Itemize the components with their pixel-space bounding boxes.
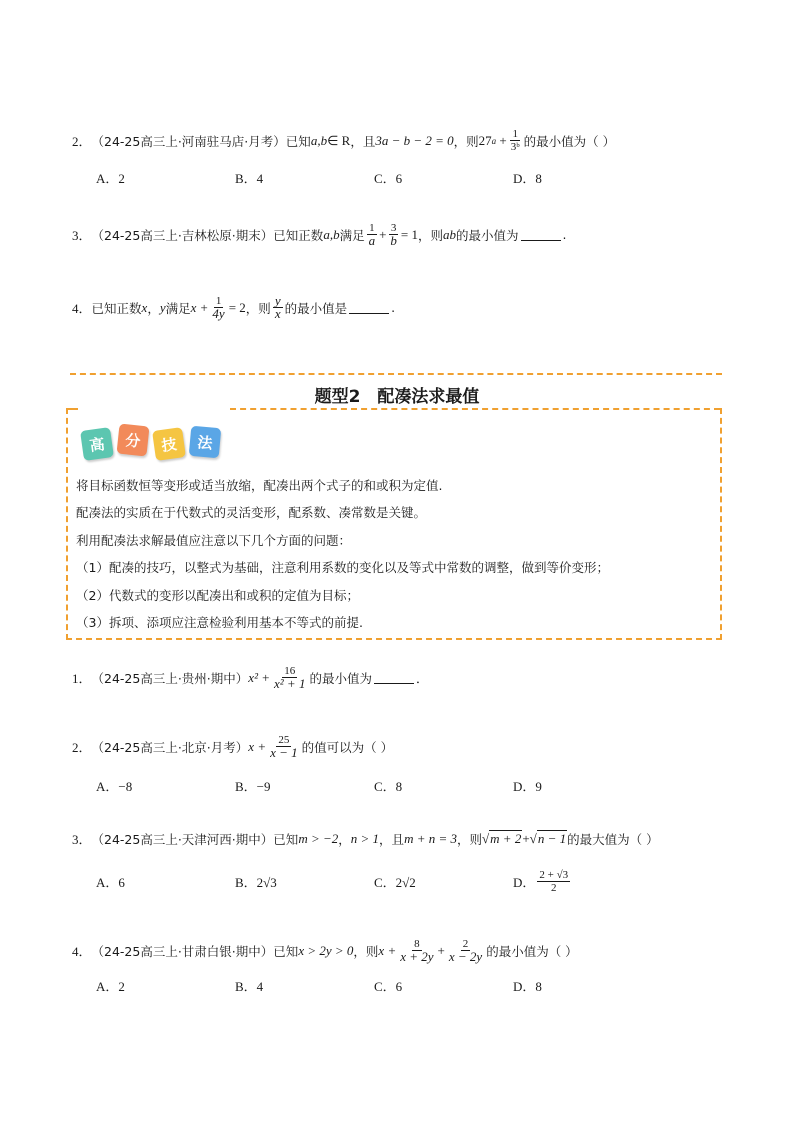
answer-blank[interactable] bbox=[521, 228, 561, 241]
math-fraction: $\frac{1}{4y}$ bbox=[212, 295, 225, 321]
math-condition: x > 2y > 0 bbox=[298, 942, 354, 958]
options-row bbox=[96, 976, 652, 995]
question-text: 的最小值是 bbox=[284, 300, 348, 316]
options-row bbox=[96, 168, 652, 187]
question-4-b bbox=[72, 938, 578, 963]
question-text: 已知 bbox=[285, 133, 311, 149]
tip-line: （2）代数式的变形以配凑出和或积的定值为目标； bbox=[76, 588, 359, 603]
question-text: 已知正数 bbox=[91, 300, 142, 316]
tip-line: 将目标函数恒等变形或适当放缩，配凑出两个式子的和或积为定值. bbox=[76, 478, 443, 493]
math-condition: m > −2 bbox=[298, 830, 339, 846]
question-text: 满足 bbox=[339, 227, 365, 243]
answer-blank[interactable] bbox=[349, 301, 389, 314]
math-fraction: $\frac{y}{x}$ bbox=[274, 293, 281, 321]
option-d[interactable]: D．9 bbox=[513, 779, 542, 794]
option-b[interactable]: B．4 bbox=[235, 171, 264, 186]
badge-char: 高 bbox=[80, 427, 114, 461]
math-plus: + bbox=[437, 942, 445, 958]
question-1-b bbox=[72, 665, 428, 690]
question-number: 2． bbox=[72, 740, 92, 755]
question-text: 的值可以为（ ） bbox=[301, 739, 394, 755]
math-plus: + bbox=[522, 830, 530, 846]
section-title: 题型2 配凑法求最值 bbox=[314, 387, 480, 407]
math-fraction: $\frac{25}{x - 1}$ bbox=[270, 734, 298, 760]
math-fraction: $\frac{8}{x + 2y}$ bbox=[400, 938, 434, 964]
question-text: 的最小值为 bbox=[309, 670, 372, 686]
question-source: （24-25高三上·贵州·期中） bbox=[91, 670, 249, 686]
question-source: （24-25高三上·河南驻马店·月考） bbox=[91, 133, 286, 149]
period: ． bbox=[415, 670, 429, 686]
option-d[interactable]: D．8 bbox=[513, 979, 542, 994]
math-condition: m + n = 3 bbox=[404, 830, 457, 846]
math-fraction: $\frac{1}{\text{3ᵇ}}$ bbox=[510, 128, 520, 153]
question-text: ，则 bbox=[453, 133, 479, 149]
math-lhs: x + bbox=[248, 738, 267, 754]
question-source: （24-25高三上·甘肃白银·期中） bbox=[91, 943, 274, 959]
question-text: 满足 bbox=[165, 300, 191, 316]
section-divider bbox=[70, 373, 722, 375]
question-text: 的最小值为（ ） bbox=[523, 133, 616, 149]
option-b[interactable]: B．4 bbox=[235, 979, 264, 994]
option-label: D． bbox=[513, 875, 536, 890]
math-exponent: a bbox=[491, 135, 497, 146]
math-fraction: $\frac{1}{a}$ bbox=[368, 222, 376, 248]
option-b[interactable]: B．−9 bbox=[235, 779, 271, 794]
answer-blank[interactable] bbox=[374, 671, 414, 684]
option-a[interactable]: A．2 bbox=[96, 171, 125, 186]
question-text: ，且 bbox=[379, 831, 405, 847]
question-2-a: 2． （24-25高三上·河南驻马店·月考） 已知 a,b ∈ R ，且 3a − b − 2 = 0 ，则 27 a + $\frac{1}{\text{3ᵇ}}$ 的最小值为（ ） bbox=[72, 128, 616, 153]
math-condition: n > 1 bbox=[350, 830, 380, 846]
option-a[interactable]: A．2 bbox=[96, 979, 125, 994]
tips-box-top-left bbox=[66, 408, 78, 410]
math-sqrt: √m + 2 bbox=[482, 831, 522, 846]
question-text: 的最小值为 bbox=[456, 227, 519, 243]
comma: ， bbox=[147, 300, 160, 316]
tip-line: （3）拆项、添项应注意检验利用基本不等式的前提. bbox=[76, 615, 363, 630]
option-d[interactable]: D．8 bbox=[513, 171, 542, 186]
question-text: ，则 bbox=[245, 300, 271, 316]
options-row bbox=[96, 776, 652, 795]
math-fraction: $\frac{2 + √3}{2}$ bbox=[539, 869, 569, 894]
question-number: 3． bbox=[72, 228, 92, 243]
period: . bbox=[391, 300, 396, 315]
math-var: y bbox=[159, 299, 166, 315]
tip-line: （1）配凑的技巧，以整式为基础，注意利用系数的变化以及等式中常数的调整，做到等价变形； bbox=[76, 560, 609, 575]
math-sqrt: √n − 1 bbox=[529, 831, 567, 846]
math-var: x bbox=[141, 299, 148, 315]
question-number: 3． bbox=[72, 832, 92, 847]
options-row bbox=[96, 869, 652, 894]
question-source: （24-25高三上·吉林松原·期末） bbox=[91, 227, 274, 243]
question-2-b bbox=[72, 734, 393, 759]
badge-char: 分 bbox=[117, 424, 150, 457]
question-text: 已知 bbox=[273, 943, 299, 959]
math-fraction: $\frac{16}{\text{x² + 1}}$ bbox=[274, 665, 306, 691]
question-text: 已知 bbox=[273, 831, 299, 847]
comma: ， bbox=[338, 831, 351, 847]
question-3-b bbox=[72, 829, 659, 848]
option-c[interactable]: C．6 bbox=[374, 171, 403, 186]
question-4-a bbox=[72, 295, 395, 320]
option-a[interactable]: A．6 bbox=[96, 875, 125, 890]
question-number: 4． bbox=[72, 944, 92, 959]
question-source: （24-25高三上·天津河西·期中） bbox=[91, 831, 274, 847]
math-lhs: x + bbox=[190, 299, 209, 315]
math-fraction: $\frac{2}{x - 2y}$ bbox=[448, 938, 483, 964]
math-fraction: $\frac{3}{b}$ bbox=[390, 222, 397, 248]
option-c[interactable]: C．6 bbox=[374, 979, 403, 994]
math-vars: a,b bbox=[323, 226, 340, 242]
badge-char: 技 bbox=[152, 427, 186, 461]
math-set: ∈ R bbox=[327, 132, 351, 148]
math-rhs: = 1 bbox=[400, 226, 419, 242]
option-b[interactable]: B．2√3 bbox=[235, 875, 277, 890]
option-d[interactable] bbox=[513, 869, 652, 894]
option-c[interactable]: C．2√2 bbox=[374, 875, 416, 890]
question-number: 4． bbox=[72, 301, 92, 316]
math-equation: 3a − b − 2 = 0 bbox=[375, 132, 454, 148]
tip-line: 利用配凑法求解最值应注意以下几个方面的问题： bbox=[76, 533, 352, 548]
question-3-a: 3． （24-25高三上·吉林松原·期末） 已知正数 a,b 满足 $\frac{1}{a}$ + $\frac{3}{b}$ = 1 ，则 ab 的最小值为 . bbox=[72, 222, 567, 248]
math-lhs: x + bbox=[378, 942, 397, 958]
question-text: ，且 bbox=[350, 133, 376, 149]
math-vars: a,b bbox=[310, 132, 328, 148]
option-c[interactable]: C．8 bbox=[374, 779, 403, 794]
tips-badge bbox=[80, 423, 230, 463]
tips-box-top-right bbox=[230, 408, 720, 410]
question-text: 的最小值为（ ） bbox=[486, 943, 578, 959]
question-text: ，则 bbox=[418, 227, 444, 243]
tip-line: 配凑法的实质在于代数式的灵活变形，配系数、凑常数是关键。 bbox=[76, 505, 427, 520]
badge-char: 法 bbox=[189, 426, 222, 459]
period: . bbox=[562, 227, 567, 242]
option-a[interactable]: A．−8 bbox=[96, 779, 133, 794]
question-text: 的最大值为（ ） bbox=[567, 831, 659, 847]
question-text: ，则 bbox=[353, 943, 379, 959]
math-rhs: = 2 bbox=[228, 299, 246, 315]
math-product: ab bbox=[443, 226, 457, 242]
question-number: 2． bbox=[72, 134, 92, 149]
question-text: ，则 bbox=[457, 831, 483, 847]
math-base: 27 bbox=[478, 132, 492, 148]
question-source: （24-25高三上·北京·月考） bbox=[91, 739, 249, 755]
math-lhs: x² + bbox=[248, 669, 270, 685]
question-text: 已知正数 bbox=[273, 227, 324, 243]
question-number: 1． bbox=[72, 671, 92, 686]
